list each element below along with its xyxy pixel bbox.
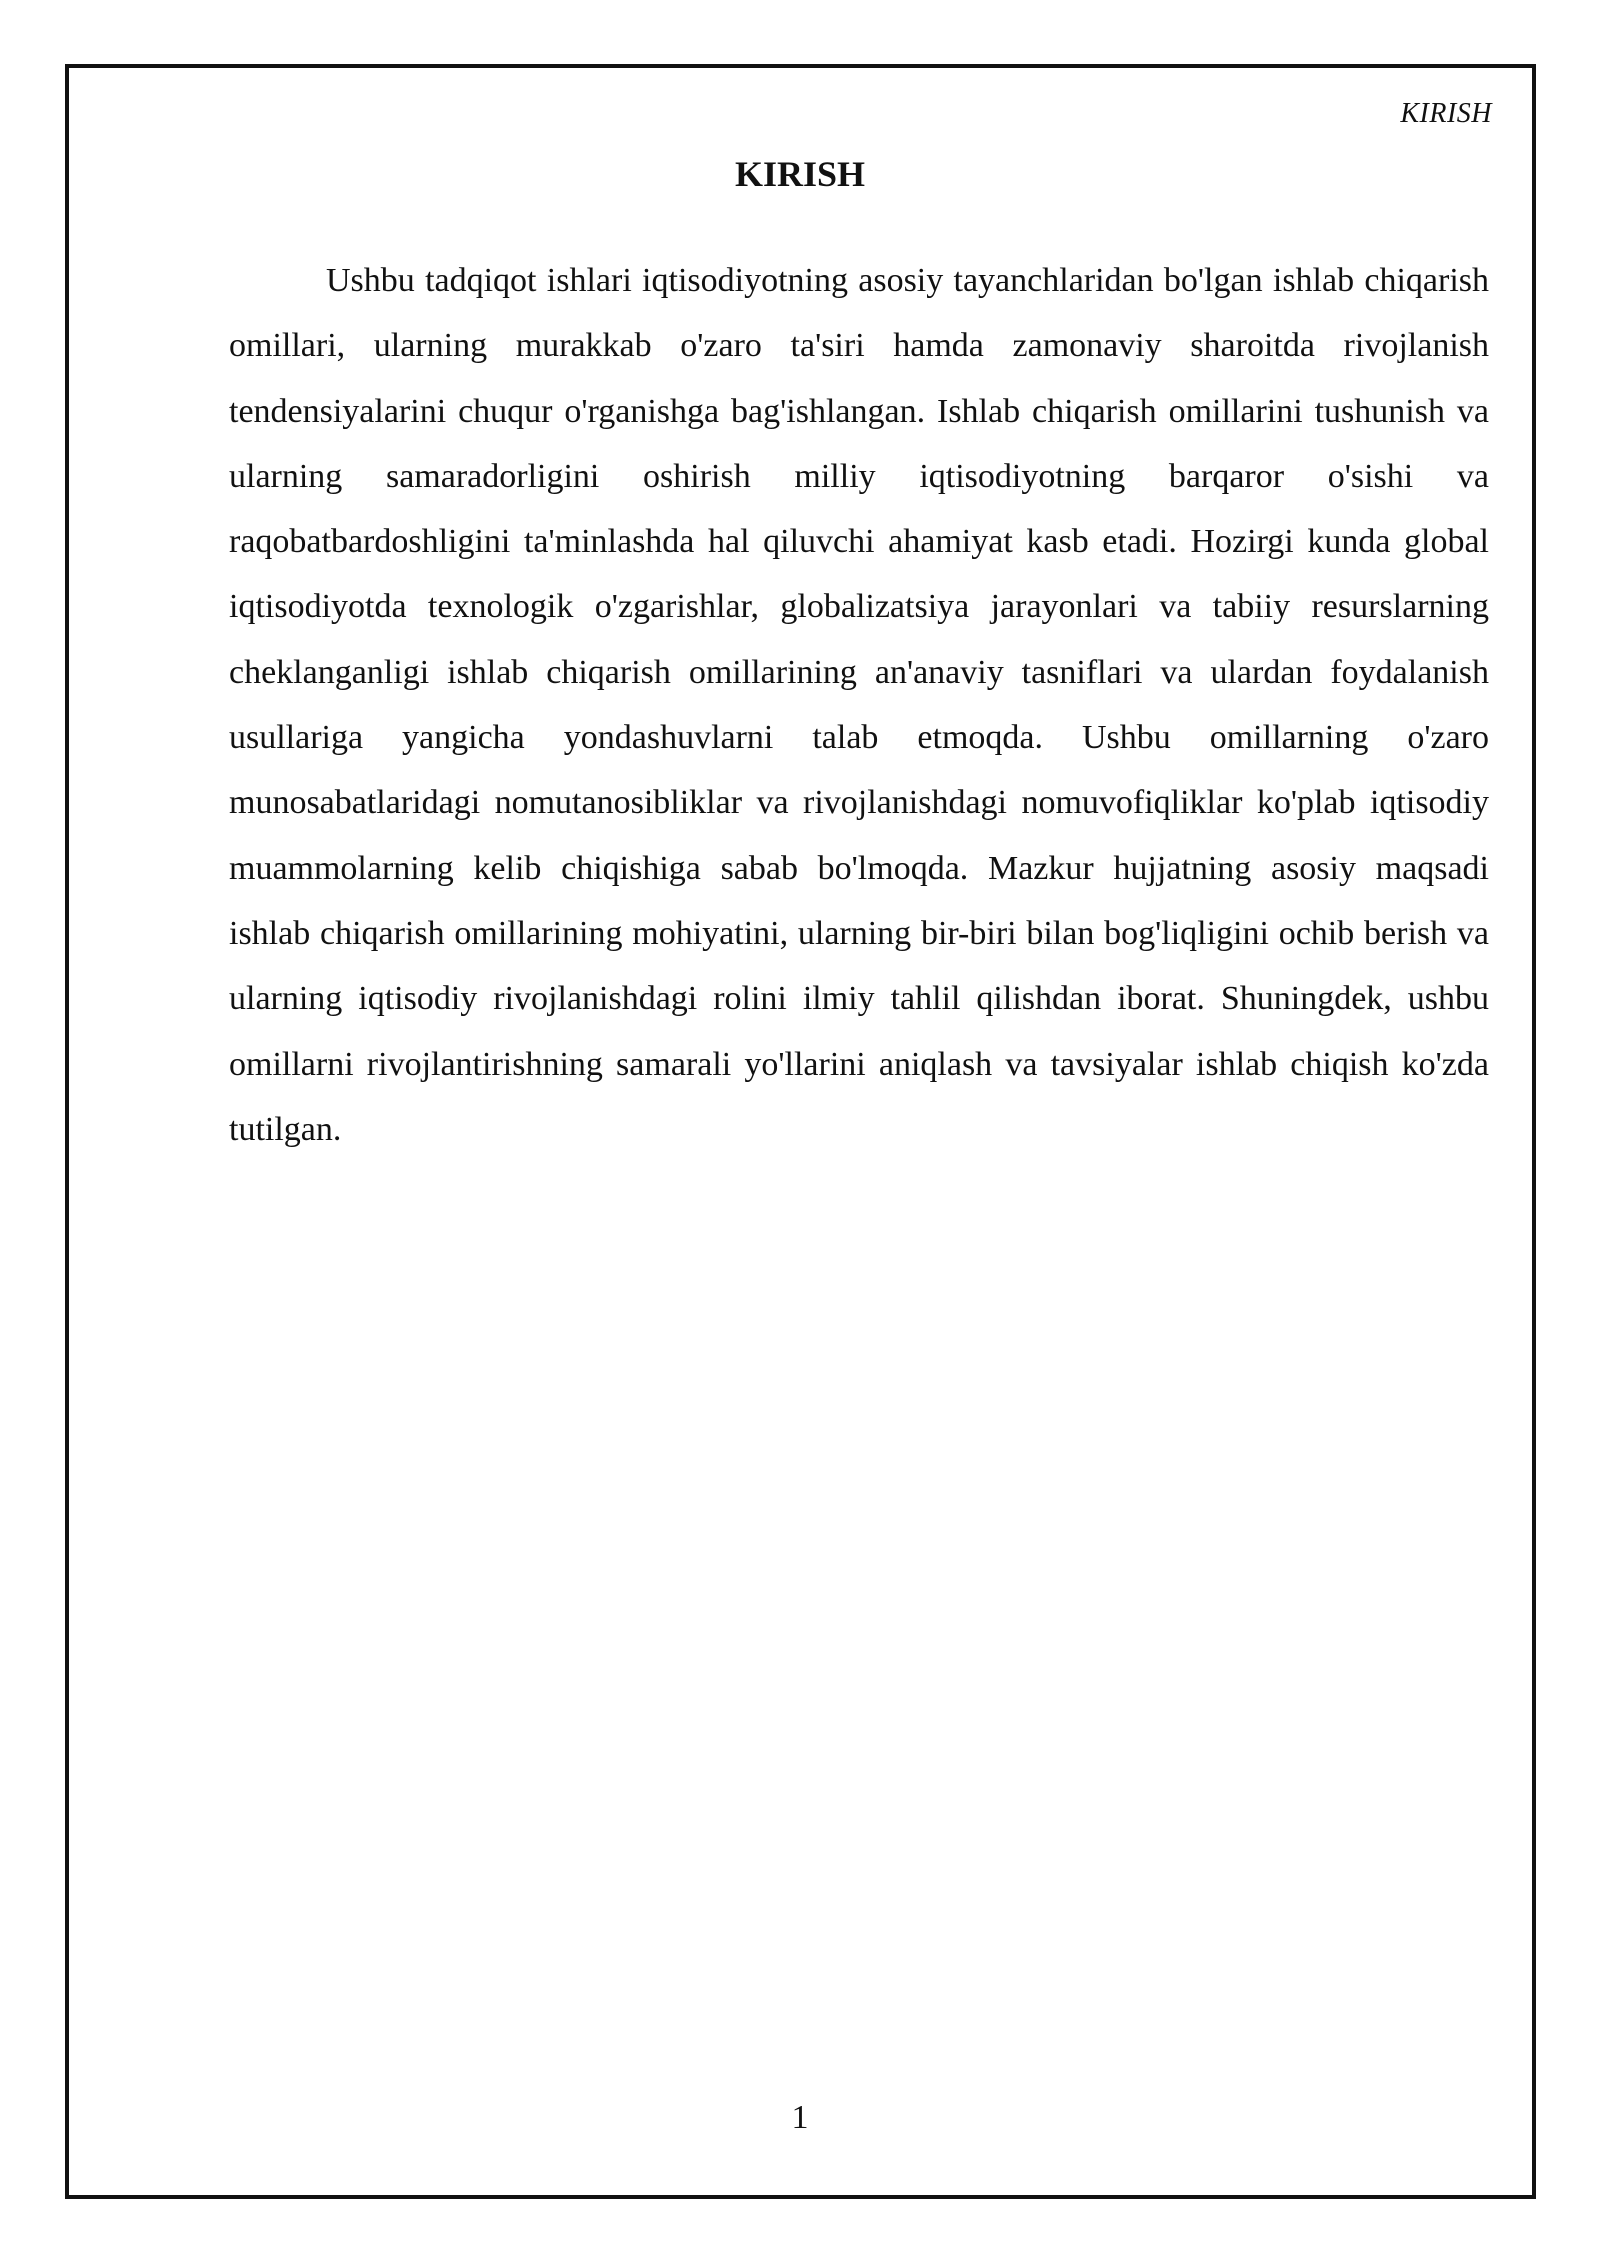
body-paragraph: Ushbu tadqiqot ishlari iqtisodiyotning asosiy tayanchlaridan bo'lgan ishlab chiqarish omillari, ularning murakkab o'zaro ta'siri hamda zamonaviy sharoitda rivojlanish tendensiyalarini chuqur o'rganishga bag'ishlangan. Ishlab chiqarish omillarini tushunish va ularning samaradorligini oshirish milliy iqtisodiyotning barqaror o'sishi va raqobatbardoshligini ta'minlashda hal qiluvchi ahamiyat kasb etadi. Hozirgi kunda global iqtisodiyotda texnologik o'zgarishlar, globalizatsiya jarayonlari va tabiiy resurslarning cheklanganligi ishlab chiqarish omillarining an'anaviy tasniflari va ulardan foydalanish usullariga yangicha yondashuvlarni talab etmoqda. Ushbu omillarning o'zaro munosabatlaridagi nomutanosibliklar va rivojlanishdagi nomuvofiqliklar ko'plab iqtisodiy muammolarning kelib chiqishiga sabab bo'lmoqda. Mazkur hujjatning asosiy maqsadi ishlab chiqarish omillarining mohiyatini, ularning bir-biri bilan bog'liqligini ochib berish va ularning iqtisodiy rivojlanishdagi rolini ilmiy tahlil qilishdan iborat. Shuningdek, ushbu omillarni rivojlantirishning samarali yo'llarini aniqlash va tavsiyalar ishlab chiqish ko'zda tutilgan. xyxy=(229,262,1489,1148)
page-title: KIRISH xyxy=(734,154,866,194)
running-header: KIRISH xyxy=(1400,98,1492,129)
page-number: 1 xyxy=(791,2099,809,2136)
